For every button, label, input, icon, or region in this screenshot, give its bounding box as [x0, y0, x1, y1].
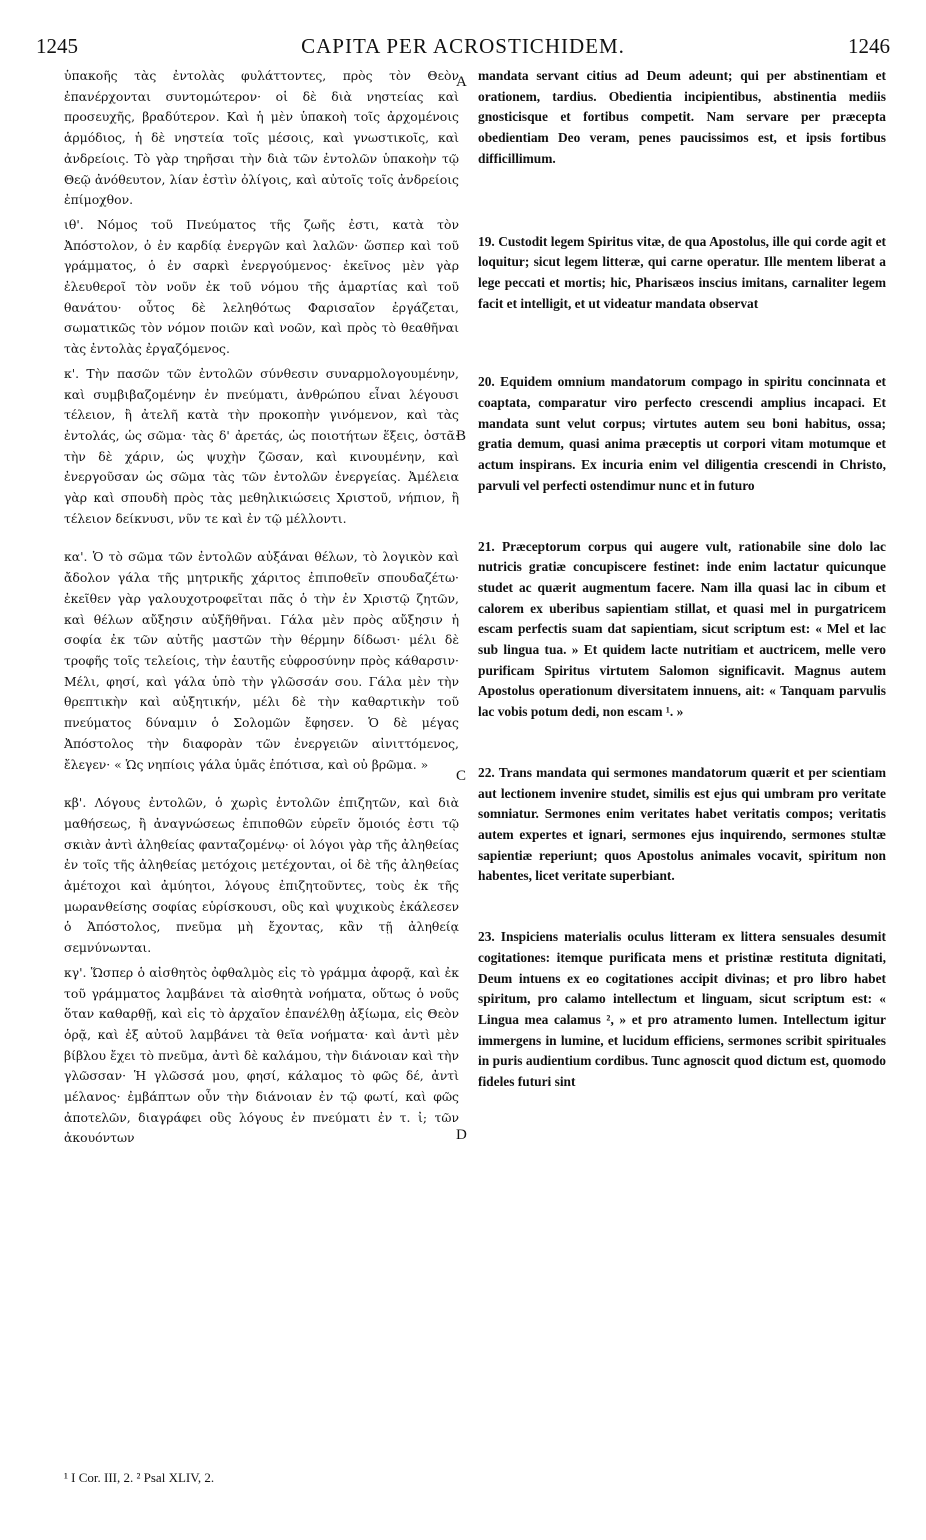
page-number-right: 1246	[848, 34, 890, 58]
latin-paragraph: 19. Custodit legem Spiritus vitæ, de qua Apostolus, ille qui corde agit et loquitur; sicut legem litteræ, qui carne operatur. Ille mentem liberat a lege peccati et mortis; hic, Pharisæos inscius imitans, carnaliter legem facit et intelligit, et ut videatur mandata observat	[478, 233, 886, 311]
page-header	[0, 34, 926, 60]
greek-paragraph: κα'. Ὁ τὸ σῶμα τῶν ἐντολῶν αὐξάναι θέλων, τὸ λογικὸν καὶ ἄδολον γάλα τῆς μητρικῆς χάριτος ἐπιποθεῖν σπουδαζέτω· ἐκεῖθεν γὰρ γαλουχοτροφεῖται πᾶς ὁ τὴν ἐν Χριστῷ ζητῶν, καὶ θέλων αὔξησιν αὐξῆθῆναι. Γάλα μὲν πρὸς αὔξησιν ἡ σοφία ἐκ τῶν αὐτῆς μαστῶν τὴν θέρμην δίδωσι· μέλι δὲ τροφῆς τοῖς τελείοις, τὴν ἑαυτῆς εὐφροσύνην πρὸς κάθαρσιν· Μέλι, φησί, καὶ γάλα ὑπὸ τὴν γλῶσσάν σου. Γάλα μὲν τὴν θρεπτικὴν καὶ αὐξητικήν, μέλι δὲ τὴν καθαρτικὴν τοῦ πνεύματος δύναμιν ὁ Σολομῶν ἔφησεν. Ὁ δὲ μέγας Ἀπόστολος τὴν διαφορὰν τῶν ἐνεργειῶν αἰνιττόμενος, ἔλεγεν· « Ὡς νηπίοις γάλα ὑμᾶς ἐπότισα, καὶ οὐ βρῶμα. »	[64, 549, 459, 772]
margin-letter-b: B	[456, 428, 467, 444]
running-title: CAPITA PER ACROSTICHIDEM.	[301, 34, 625, 58]
greek-paragraph: κγ'. Ὥσπερ ὁ αἰσθητὸς ὀφθαλμὸς εἰς τὸ γράμμα ἀφορᾷ, καὶ ἐκ τοῦ γράμματος λαμβάνει τὰ αἰσθητὰ νοήματα, οὕτως ὁ νοῦς ὅταν καθαρθῇ, καὶ εἰς τὸ ἀρχαῖον ἐπανέλθῃ ἀξίωμα, εἰς Θεὸν ὁρᾷ, καὶ ἐξ αὐτοῦ λαμβάνει τὰ θεῖα νοήματα· καὶ ἀντὶ μὲν βίβλου ἔχει τὸ πνεῦμα, ἀντὶ δὲ καλάμου, τὴν διάνοιαν καὶ τὴν γλῶσσαν· Ἡ γλῶσσά μου, φησί, κάλαμος τὸ φῶς δέ, ἀντὶ μέλανος· ἐμβάπτων οὖν τὴν διάνοιαν ἐν τῷ φωτί, καὶ φῶς ἀποτελῶν, διαγράφει οὓς λόγους ἐν πνεύματι ἐν τ. ἰ; τῶν ἀκουόντων	[64, 964, 459, 1146]
latin-paragraph: 23. Inspiciens materialis oculus litteram ex littera sensuales desumit cogitationes: itemque purificata mens et pristinæ restituta dignitati, Deum intuens ex eo cogitationes accipit divinas; et pro libro habet spiritum, pro calamo intellectum et linguam, sicut scriptum est: « Lingua mea calamus ², » et pro atramento lumen. Intellectum igitur immergens in lumine, et lucidum efficiens, sermones scribit spirituales in puris audientium cordibus. Tunc agnoscit quod dictum est, quomodo fideles futuri sint	[478, 929, 886, 1090]
margin-letter-c: C	[456, 768, 467, 784]
footnote: ¹ I Cor. III, 2. ² Psal XLIV, 2.	[64, 1470, 215, 1485]
latin-column	[478, 66, 886, 1093]
page-number-left: 1245	[36, 34, 78, 58]
margin-letter-d: D	[456, 1127, 467, 1143]
latin-paragraph: 21. Præceptorum corpus qui augere vult, rationabile sine dolo lac nutricis gratiæ concupiscere festinet: inde enim lactatur quicunque studet ac quærit augmentum facere. Nam illa quasi lac in cibum et calorem ex uberibus sapientiam stillat, et quasi mel in purgatricem escam perfectis suam dat sapientiam, sicut scriptum est: « Mel et lac sub lingua tua. » Et quidem lacte nutritiam et auctricem, melle vero purificam Spiritus virtutem Salomon significavit. Magnus autem Apostolus operationum diversitatem innuens, ait: « Tanquam parvulis lac vobis potum dedi, non escam ¹. »	[478, 538, 886, 720]
latin-paragraph: 20. Equidem omnium mandatorum compago in spiritu concinnata et coaptata, comparatur viro perfecto crescendi amplius incapaci. Et mandata sunt velut corpus; virtutes autem seu boni habitus, ossa; gratia demum, quasi anima præceptis ut corpori vitam motumque et actum inspirans. Ex incuria enim vel diligentia crescendi in Christo, parvuli vel perfecti ostendimur nunc et in futuro	[478, 374, 886, 493]
greek-paragraph: ιθ'. Νόμος τοῦ Πνεύματος τῆς ζωῆς ἐστι, κατὰ τὸν Ἀπόστολον, ὁ ἐν καρδίᾳ ἐνεργῶν καὶ λαλῶν· ὥσπερ καὶ τοῦ γράμματος, ὁ ἐν σαρκὶ ἐνεργούμενος· ἐκεῖνος μὲν γὰρ ἐλευθεροῖ τὸν νοῦν ἐκ τοῦ νόμου τῆς ἁμαρτίας καὶ τοῦ θανάτου· οὗτος δὲ λεληθότως Φαρισαῖον ἐργάζεται, σωματικῶς τὸν νόμον ποιῶν καὶ νοῶν, καὶ πρὸς τὸ θεαθῆναι τὰς ἐντολὰς ἐργαζόμενος.	[64, 216, 459, 357]
margin-letter-a: A	[456, 74, 467, 90]
latin-paragraph: 22. Trans mandata qui sermones mandatorum quærit et per scientiam aut lectionem invenire studet, similis est ejus qui umbram pro veritate somniatur. Sermones enim veritates habet veritatis compos; veritatis autem expertes et ignari, sermones ejus inquirendo, sermones stultæ sapientiæ reperiunt; quos Apostolus animales vocavit, spiritum non habentes, licet veritate superbiant.	[478, 764, 886, 884]
greek-paragraph: κ'. Τὴν πασῶν τῶν ἐντολῶν σύνθεσιν συναρμολογουμένην, καὶ συμβιβαζομένην ἐν πνεύματι, ἀνθρώπου εἶναι λέγουσι τέλειον, ἢ ἀτελῆ κατὰ τὴν προκοπὴν γινόμενον, καὶ τὰς ἐντολάς, ὡς σῶμα· τὰς δ' ἀρετάς, ὡς ποιοτήτων ἕξεις, ὀστᾶ· τὴν δὲ χάριν, ὡς ψυχὴν ζῶσαν, καὶ κινουμένην, καὶ ἐνεργοῦσαν ὡς σῶμα τὰς τῶν ἐντολῶν ἐνεργείας. Ἀμέλεια γὰρ καὶ σπουδὴ πρὸς τὰς μεθηλικιώσεις Χριστοῦ, νήπιον, ἢ τέλειον δείκνυσι, νῦν τε καὶ ἐν τῷ μέλλοντι.	[64, 365, 459, 526]
greek-paragraph: ὑπακοῆς τὰς ἐντολὰς φυλάττοντες, πρὸς τὸν Θεὸν ἐπανέρχονται συντομώτερον· οἱ δὲ διὰ νηστείας καὶ προσευχῆς, βραδύτερον. Καὶ ἡ μὲν ὑπακοὴ τοῖς ἀρχομένοις ἁρμόδιος, ἡ δὲ νηστεία τοῖς μέσοις, καὶ γνωστικοῖς, καὶ ἀνδρείοις. Τὸ γὰρ τηρῆσαι τὴν διὰ τῶν ἐντολῶν ὑπακοὴν τῷ Θεῷ ἀνόθευτον, λίαν ἐστὶν ὀλίγοις, καὶ αὐτοῖς τοῖς ἀνδρείοις ἐπίμοχθον.	[64, 68, 459, 208]
greek-paragraph: κβ'. Λόγους ἐντολῶν, ὁ χωρὶς ἐντολῶν ἐπιζητῶν, καὶ διὰ μαθήσεως, ἢ ἀναγνώσεως ἐπιποθῶν εὑρεῖν ὅμοιός ἐστι τῷ σκιὰν ἀντὶ ἀληθείας φανταζομένῳ· οἱ λόγοι γὰρ τῆς ἀληθείας ἐν τοῖς τῆς ἀληθείας μετόχοις μετέχονται, οἱ δὲ τῆς ἀληθείας ἀμέτοχοι καὶ ἀμύητοι, λόγους ἐπιζητοῦντες, τοὺς ἐκ τῆς μωρανθείσης σοφίας εὑρίσκουσι, οὓς καὶ ψυχικοὺς ἐκάλεσεν ὁ Ἀπόστολος, πνεῦμα μὴ ἔχοντας, κἂν τῇ ἀληθείᾳ σεμνύνωνται.	[64, 795, 459, 956]
greek-column	[64, 66, 459, 1149]
latin-paragraph: mandata servant citius ad Deum adeunt; qui per abstinentiam et orationem, tardius. Obedientia incipientibus, abstinentia mediis gnosticisque et fortibus competit. Nam servare per præcepta obedientiam Deo veram, penes paucissimos est, et ipsis fortibus difficillimum.	[478, 68, 886, 166]
